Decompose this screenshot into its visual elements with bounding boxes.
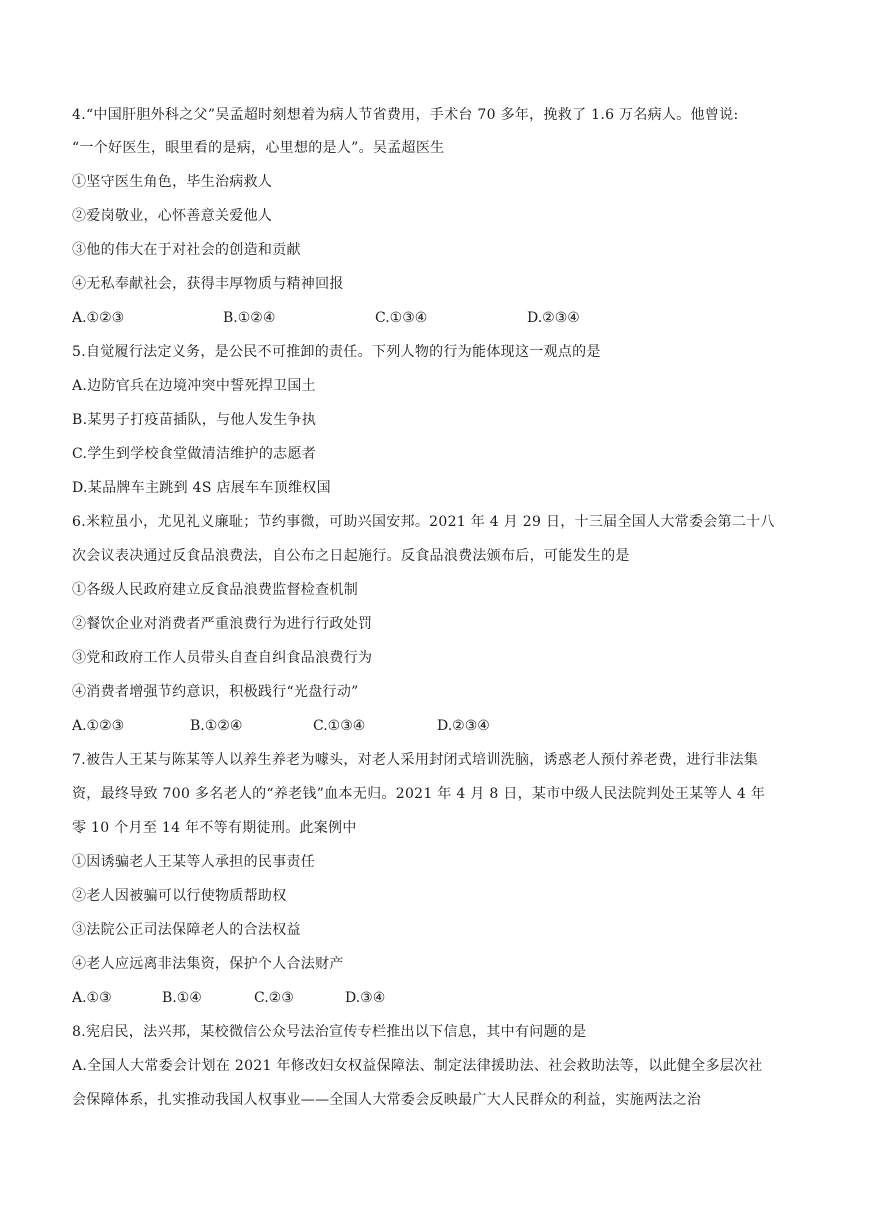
q6-item-4: ④消费者增强节约意识，积极践行“光盘行动” [72,684,359,700]
q6-option-a: A.①②③ [72,718,125,734]
q5-choice-a: A.边防官兵在边境冲突中誓死捍卫国土 [72,378,316,394]
q8-choice-a-line1: A.全国人大常委会计划在 2021 年修改妇女权益保障法、制定法律援助法、社会救助法等，以此健全多层次社 [72,1058,763,1074]
q6-item-1: ①各级人民政府建立反食品浪费监督检查机制 [72,582,358,598]
q7-stem-line3: 零 10 个月至 14 年不等有期徒刑。此案例中 [72,820,357,836]
q5-choice-d: D.某品牌车主跳到 4S 店展车车顶维权国 [72,480,331,496]
q6-stem-line1: 6.米粒虽小，尤见礼义廉耻；节约事微，可助兴国安邦。2021 年 4 月 29 日，十三届全国人大常委会第二十八 [72,514,775,530]
q7-option-a: A.①③ [72,990,112,1006]
q5-stem: 5.自觉履行法定义务，是公民不可推卸的责任。下列人物的行为能体现这一观点的是 [72,344,601,360]
q4-item-2: ②爱岗敬业，心怀善意关爱他人 [72,208,273,224]
q4-option-c: C.①③④ [375,310,428,326]
q4-stem-line2: “一个好医生，眼里看的是病，心里想的是人”。吴孟超医生 [72,140,445,156]
q6-option-d: D.②③④ [437,718,490,734]
q6-option-b: B.①②④ [190,718,243,734]
q5-choice-b: B.某男子打疫苗插队，与他人发生争执 [72,412,317,428]
q6-item-3: ③党和政府工作人员带头自查自纠食品浪费行为 [72,650,373,666]
q7-option-d: D.③④ [345,990,386,1006]
q8-stem: 8.宪启民，法兴邦，某校微信公众号法治宣传专栏推出以下信息，其中有问题的是 [72,1024,587,1040]
q4-item-3: ③他的伟大在于对社会的创造和贡献 [72,242,301,258]
q4-item-1: ①坚守医生角色，毕生治病救人 [72,174,273,190]
q4-option-d: D.②③④ [527,310,580,326]
q6-stem-line2: 次会议表决通过反食品浪费法，自公布之日起施行。反食品浪费法颁布后，可能发生的是 [72,548,630,564]
q4-option-b: B.①②④ [223,310,276,326]
q7-item-2: ②老人因被骗可以行使物质帮助权 [72,888,287,904]
q5-choice-c: C.学生到学校食堂做清洁维护的志愿者 [72,446,317,462]
q7-item-4: ④老人应远离非法集资，保护个人合法财产 [72,956,344,972]
q7-stem-line2: 资，最终导致 700 多名老人的“养老钱”血本无归。2021 年 4 月 8 日，某市中级人民法院判处王某等人 4 年 [72,786,766,802]
q7-item-1: ①因诱骗老人王某等人承担的民事责任 [72,854,316,870]
q4-stem-line1: 4.“中国肝胆外科之父”吴孟超时刻想着为病人节省费用，手术台 70 多年，挽救了 1.6 万名病人。他曾说: [72,107,739,123]
q6-option-c: C.①③④ [313,718,366,734]
q6-item-2: ②餐饮企业对消费者严重浪费行为进行行政处罚 [72,616,373,632]
q8-choice-a-line2: 会保障体系，扎实推动我国人权事业——全国人大常委会反映最广大人民群众的利益，实施两法之治 [72,1092,702,1108]
q4-option-a: A.①②③ [72,310,125,326]
q4-item-4: ④无私奉献社会，获得丰厚物质与精神回报 [72,276,344,292]
q7-item-3: ③法院公正司法保障老人的合法权益 [72,922,301,938]
q7-option-b: B.①④ [162,990,202,1006]
q7-stem-line1: 7.被告人王某与陈某等人以养生养老为噱头，对老人采用封闭式培训洗脑，诱惑老人预付养老费，进行非法集 [72,752,759,768]
q7-option-c: C.②③ [254,990,294,1006]
